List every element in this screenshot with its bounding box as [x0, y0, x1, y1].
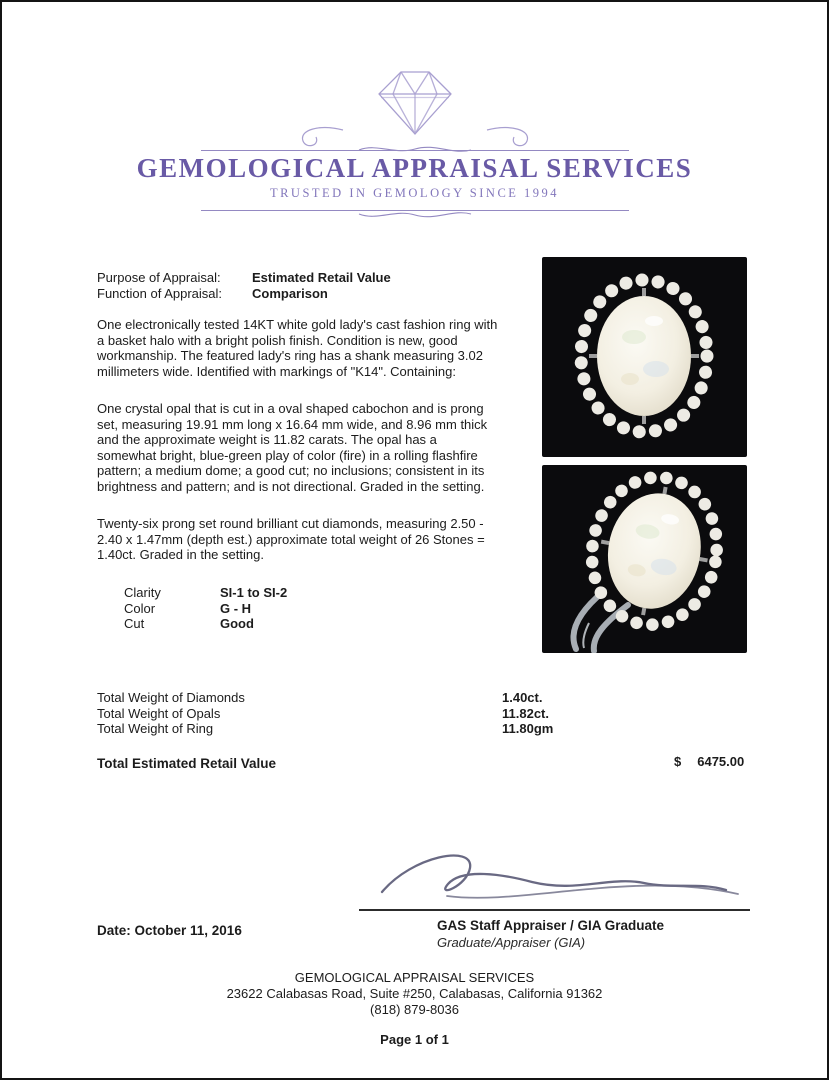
page-number: Page 1 of 1: [380, 1032, 449, 1048]
appraisal-header-fields: [97, 270, 507, 301]
ring-top-view-image: [542, 257, 747, 457]
ring-photo-side-view: [542, 465, 747, 653]
total-opals-value: 11.82ct.: [502, 705, 549, 721]
cut-label: Cut: [124, 616, 145, 632]
signature-line: [359, 909, 750, 911]
footer-phone: (818) 879-8036: [370, 1001, 459, 1017]
totals-section: [97, 690, 750, 771]
purpose-row: [97, 270, 507, 286]
retail-value-label: Total Estimated Retail Value: [97, 756, 277, 771]
total-diamonds-label: Total Weight of Diamonds: [97, 690, 245, 705]
total-row-opals: [97, 706, 750, 722]
letterhead: [2, 2, 827, 242]
total-ring-label: Total Weight of Ring: [97, 721, 214, 737]
clarity-label: Clarity: [124, 585, 161, 600]
opal-description-paragraph: One crystal opal that is cut in a oval shaped cabochon and is prong set, measuring 19.91 mm long x 16.64 mm wide, and 8.96 mm thick and the approximate weight is 11.82 carats. The opal has a somewhat bright, blue-green play of color (fire) in a rolling flashfire pattern; a medium dome; a good cut; no inclusions; consistent in its brightness and pattern; and is not directional. Graded in the setting.: [97, 401, 488, 494]
ring-side-view-image: [542, 465, 747, 653]
ring-description-paragraph: One electronically tested 14KT white gold lady's cast fashion ring with a basket halo with a bright polish finish. Condition is new, good workmanship. The featured lady's ring has a shank measuring 3.02 millimeters wide. Identified with markings of "K14". Containing:: [97, 317, 498, 379]
grade-row-clarity: [124, 585, 424, 601]
company-title: GEMOLOGICAL APPRAISAL SERVICES: [136, 153, 693, 183]
function-value: Comparison: [252, 285, 328, 301]
cut-value: Good: [220, 616, 254, 632]
purpose-label: Purpose of Appraisal:: [97, 270, 221, 285]
grade-row-cut: [124, 616, 424, 632]
retail-amount: [674, 754, 744, 770]
grades-table: [124, 585, 424, 632]
purpose-value: Estimated Retail Value: [252, 270, 391, 285]
handwritten-signature: [352, 840, 752, 912]
total-diamonds-value: 1.40ct.: [502, 690, 543, 705]
diamond-logo-icon: [367, 60, 463, 140]
total-row-diamonds: [97, 690, 750, 706]
function-label: Function of Appraisal:: [97, 285, 223, 301]
signer-title: GAS Staff Appraiser / GIA Graduate: [437, 918, 665, 933]
currency-symbol: $: [674, 754, 682, 769]
function-row: [97, 286, 507, 302]
color-label: Color: [124, 600, 156, 616]
total-row-ring: [97, 721, 750, 737]
scroll-ornament-icon: [355, 208, 475, 222]
company-tagline: TRUSTED IN GEMOLOGY SINCE 1994: [269, 186, 560, 200]
appraisal-date: Date: October 11, 2016: [97, 923, 242, 938]
flourish-right-icon: [485, 122, 537, 150]
color-value: G - H: [220, 600, 252, 616]
total-opals-label: Total Weight of Opals: [97, 705, 221, 721]
total-ring-value: 11.80gm: [502, 721, 554, 737]
document-footer: [2, 970, 827, 1048]
grade-row-color: [124, 601, 424, 617]
footer-company: GEMOLOGICAL APPRAISAL SERVICES: [294, 970, 535, 985]
ring-photo-top-view: [542, 257, 747, 457]
diamonds-description-paragraph: Twenty-six prong set round brilliant cut diamonds, measuring 2.50 - 2.40 x 1.47mm (depth est.) approximate total weight of 26 Stones = 1.40ct. Graded in the setting.: [97, 516, 485, 563]
clarity-value: SI-1 to SI-2: [220, 585, 288, 600]
footer-address: 23622 Calabasas Road, Suite #250, Calabasas, California 91362: [226, 985, 603, 1001]
signer-subtitle: Graduate/Appraiser (GIA): [437, 935, 586, 950]
flourish-left-icon: [293, 122, 345, 150]
retail-value: 6475.00: [697, 754, 745, 769]
